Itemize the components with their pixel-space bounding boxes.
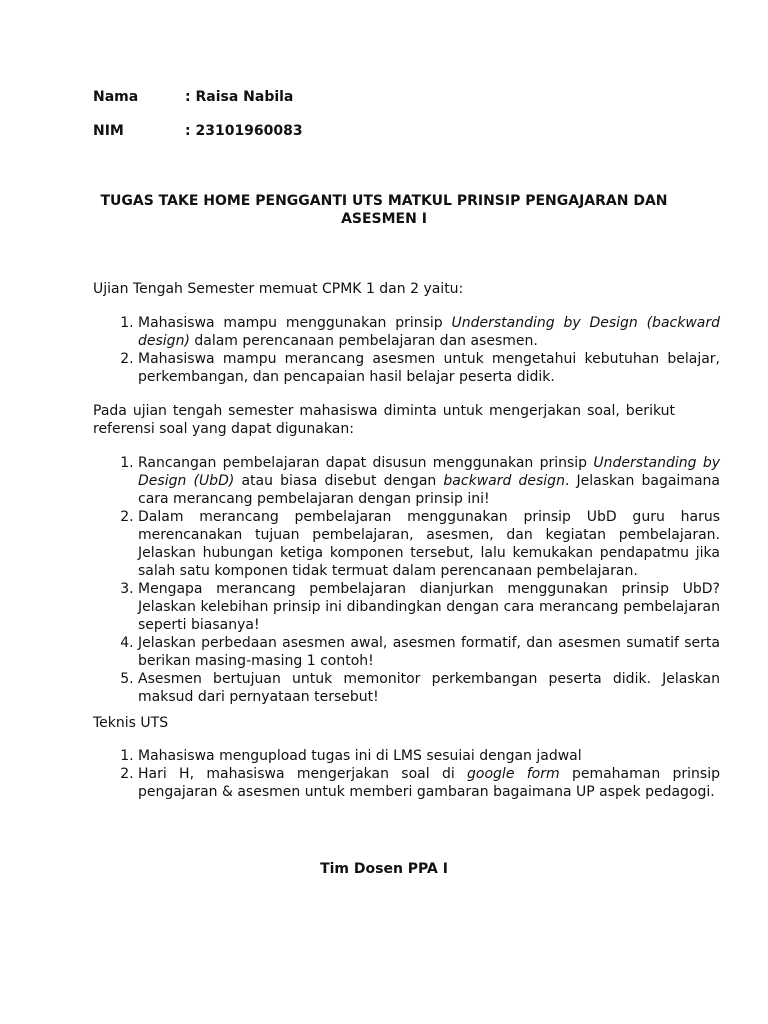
cpmk-item (138, 350, 720, 386)
cpmk-item-text: Mahasiswa mampu merancang asesmen untuk mengetahui kebutuhan belajar, perkembangan, dan pencapaian hasil belajar peserta didik. (138, 351, 720, 385)
title-line-1: TUGAS TAKE HOME PENGGANTI UTS MATKUL PRINSIP PENGAJARAN DAN (100, 193, 668, 209)
document-title (80, 192, 688, 228)
cpmk-item (138, 314, 720, 350)
question-item (138, 454, 720, 508)
question-item (138, 508, 720, 580)
title-line-2: ASESMEN I (341, 211, 427, 227)
nim-value: : 23101960083 (185, 123, 303, 139)
cpmk-item-text: dalam perencanaan pembelajaran dan asesmen. (189, 333, 538, 349)
teknis-item-text: Hari H, mahasiswa mengerjakan soal di (138, 766, 468, 782)
name-value: : Raisa Nabila (185, 89, 294, 105)
question-italic: Understanding by Design (UbD) (138, 455, 720, 489)
teknis-item (138, 747, 720, 765)
name-label: Nama (93, 89, 139, 105)
teknis-item-text: Mahasiswa mengupload tugas ini di LMS sesuiai dengan jadwal (138, 748, 582, 764)
teknis-heading: Teknis UTS (93, 715, 169, 731)
teknis-item (138, 765, 720, 801)
questions-intro-paragraph: Pada ujian tengah semester mahasiswa diminta untuk mengerjakan soal, berikut referensi soal yang dapat digunakan: (93, 403, 675, 437)
question-text: Jelaskan perbedaan asesmen awal, asesmen formatif, dan asesmen sumatif serta berikan masing-masing 1 contoh! (138, 635, 720, 669)
nim-label: NIM (93, 123, 124, 139)
nim-row (93, 122, 303, 140)
questions-list (93, 454, 720, 706)
cpmk-list (93, 314, 720, 386)
question-text: atau biasa disebut dengan (234, 473, 444, 489)
question-item (138, 634, 720, 670)
question-text: Rancangan pembelajaran dapat disusun menggunakan prinsip (138, 455, 594, 471)
signature: Tim Dosen PPA I (320, 861, 448, 877)
question-italic: backward design (443, 473, 565, 489)
question-text: Dalam merancang pembelajaran menggunakan prinsip UbD guru harus merencanakan tujuan pembelajaran, asesmen, dan kegiatan pembelajaran. Jelaskan hubungan ketiga komponen tersebut, lalu kemukakan pendapatmu jika salah satu komponen tidak termuat dalam perencanaan pembelajaran. (138, 509, 720, 579)
name-row (93, 88, 293, 106)
cpmk-item-text: Mahasiswa mampu menggunakan prinsip (138, 315, 452, 331)
cpmk-item-italic: Understanding by Design (backward design) (138, 315, 720, 349)
question-text: Asesmen bertujuan untuk memonitor perkembangan peserta didik. Jelaskan maksud dari pernyataan tersebut! (138, 671, 720, 705)
question-item (138, 580, 720, 634)
question-item (138, 670, 720, 706)
question-text: . Jelaskan bagaimana cara merancang pembelajaran dengan prinsip ini! (138, 473, 720, 507)
intro-paragraph: Ujian Tengah Semester memuat CPMK 1 dan 2 yaitu: (93, 281, 464, 297)
teknis-item-text: pemahaman prinsip pengajaran & asesmen untuk memberi gambaran bagaimana UP aspek pedagogi. (138, 766, 720, 800)
teknis-item-italic: google form (467, 766, 560, 782)
teknis-list (93, 747, 720, 801)
question-text: Mengapa merancang pembelajaran dianjurkan menggunakan prinsip UbD? Jelaskan kelebihan prinsip ini dibandingkan dengan cara merancang pembelajaran seperti biasanya! (138, 581, 720, 633)
